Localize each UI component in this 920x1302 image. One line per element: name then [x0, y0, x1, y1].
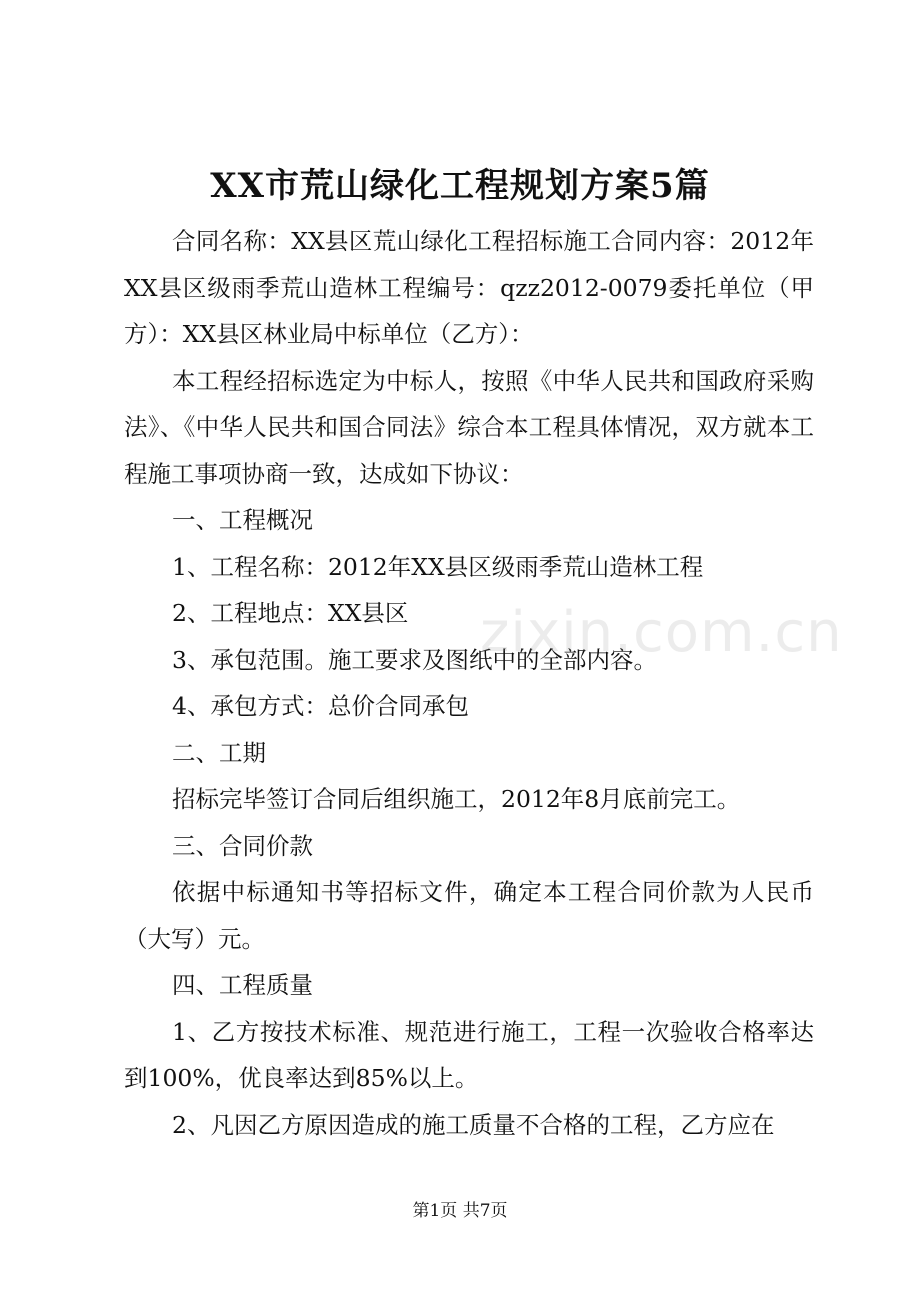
paragraph-contract-mode: 4、承包方式：总价合同承包 — [172, 692, 469, 720]
paragraph-project-name: 1、工程名称：2012年XX县区级雨季荒山造林工程 — [172, 552, 704, 581]
section-heading-price: 三、合同价款 — [172, 831, 313, 860]
paragraph-quality-standard: 1、乙方按技术标准、规范进行施工，工程一次验收合格率达到100%，优良率达到85%以上。 — [124, 1017, 814, 1092]
section-heading-schedule: 二、工期 — [172, 738, 266, 767]
section-heading-quality: 四、工程质量 — [172, 971, 313, 999]
document-body — [124, 218, 814, 1148]
section-heading-overview: 一、工程概况 — [172, 506, 313, 534]
watermark: zixin.com.cn — [480, 600, 843, 665]
document-title: XX市荒山绿化工程规划方案5篇 — [210, 166, 710, 206]
page-footer: 第1页 共7页 — [412, 1201, 508, 1221]
paragraph-price: 依据中标通知书等招标文件，确定本工程合同价款为人民币（大写）元。 — [124, 878, 814, 953]
paragraph-project-location: 2、工程地点：XX县区 — [172, 599, 409, 627]
paragraph-quality-defects: 2、凡因乙方原因造成的施工质量不合格的工程，乙方应在 — [172, 1110, 775, 1139]
paragraph-agreement: 本工程经招标选定为中标人，按照《中华人民共和国政府采购法》、《中华人民共和国合同法》综合本工程具体情况，双方就本工程施工事项协商一致，达成如下协议： — [124, 366, 814, 488]
paragraph-schedule: 招标完毕签订合同后组织施工，2012年8月底前完工。 — [172, 785, 741, 813]
paragraph-contract-intro: 合同名称：XX县区荒山绿化工程招标施工合同内容：2012年XX县区级雨季荒山造林工程编号：qzz2012-0079委托单位（甲方）：XX县区林业局中标单位（乙方）： — [124, 227, 814, 348]
paragraph-scope: 3、承包范围。施工要求及图纸中的全部内容。 — [172, 645, 657, 674]
